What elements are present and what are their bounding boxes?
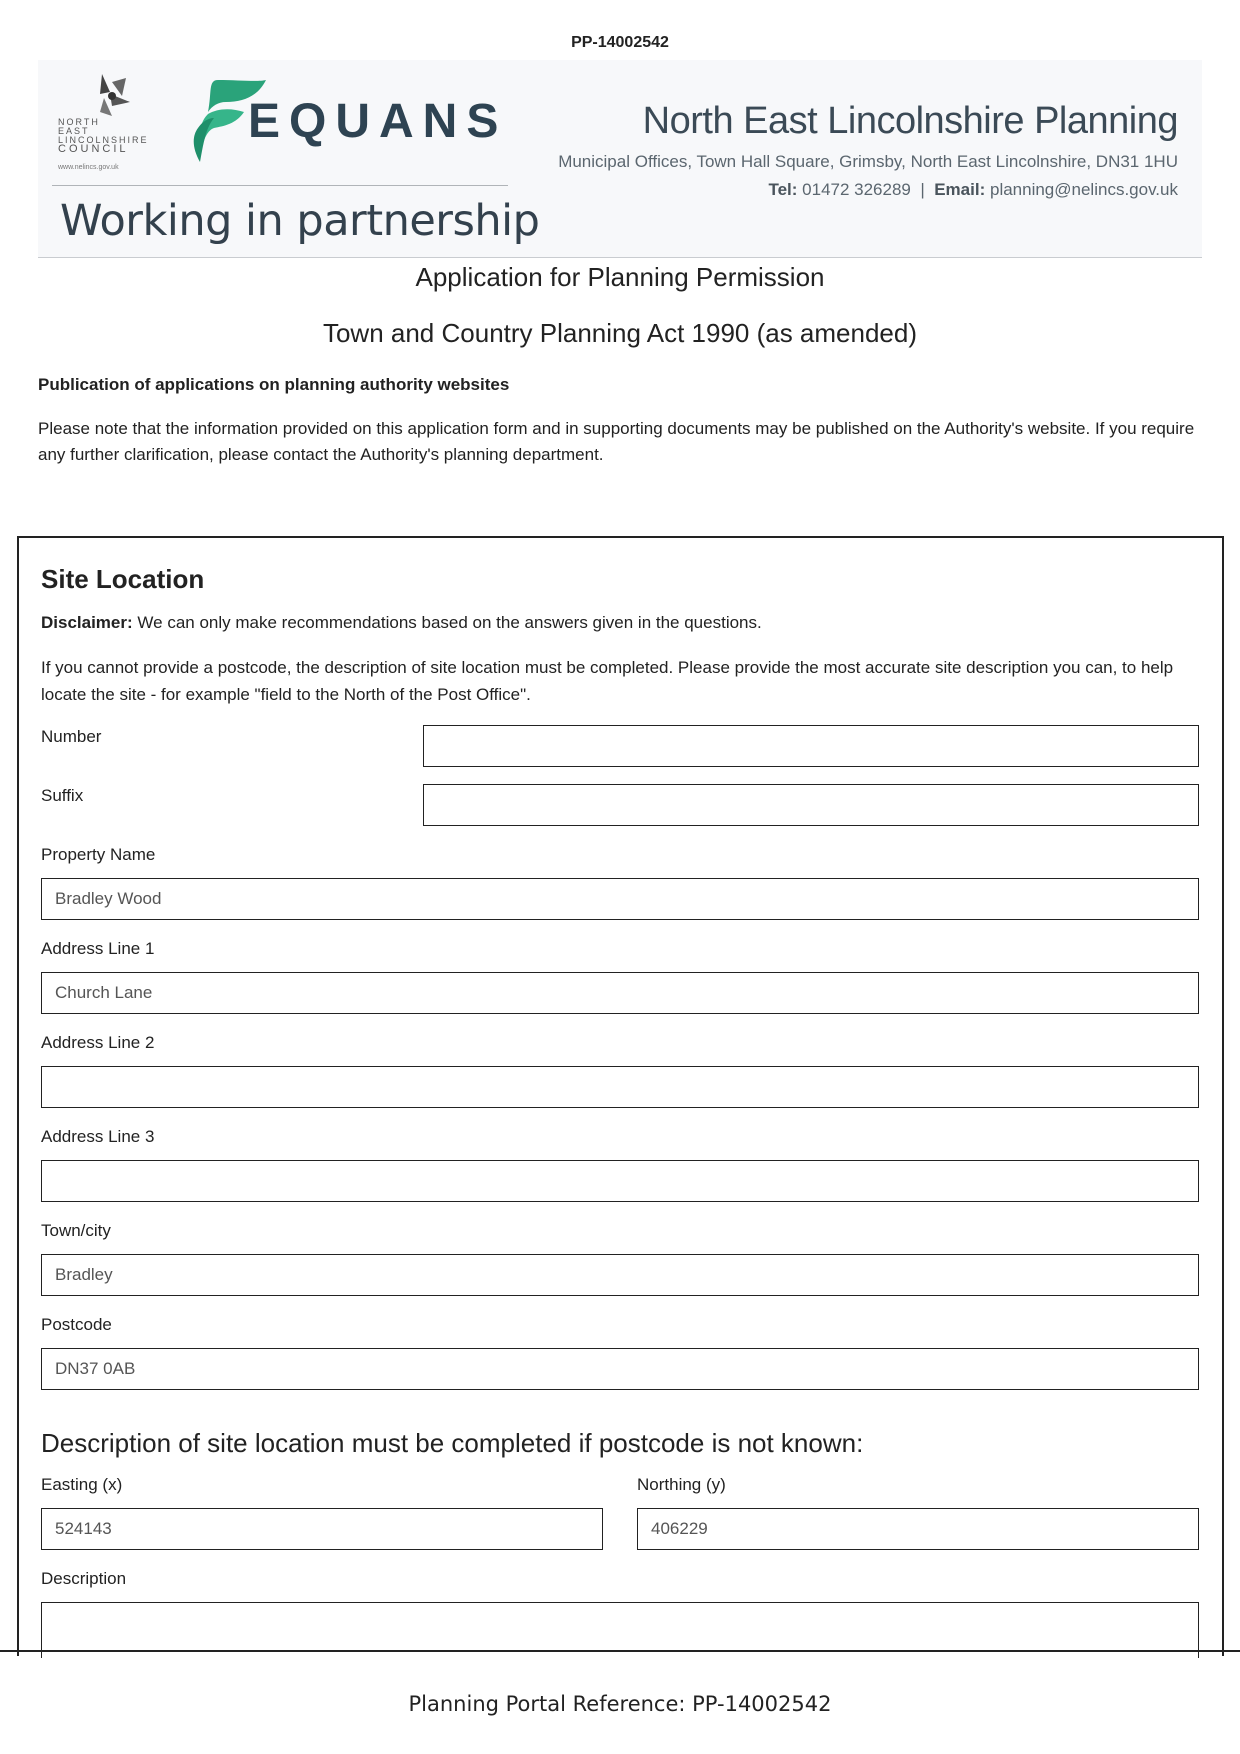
footer-divider bbox=[0, 1650, 1240, 1652]
postcode-field[interactable]: DN37 0AB bbox=[41, 1348, 1199, 1390]
council-crest-icon bbox=[82, 72, 152, 120]
number-label: Number bbox=[41, 727, 102, 746]
description-label: Description bbox=[41, 1569, 127, 1588]
council-logo-line: LINCOLNSHIRE bbox=[58, 135, 149, 145]
council-contact bbox=[768, 180, 1178, 200]
email-address: planning@nelincs.gov.uk bbox=[989, 180, 1178, 199]
page-subtitle: Town and Country Planning Act 1990 (as amended) bbox=[322, 318, 918, 348]
divider bbox=[52, 185, 508, 186]
number-field[interactable] bbox=[423, 725, 1199, 767]
tel-label: Tel: bbox=[768, 180, 798, 199]
suffix-label: Suffix bbox=[41, 786, 84, 805]
suffix-field[interactable] bbox=[423, 784, 1199, 826]
council-logo bbox=[58, 72, 150, 171]
council-logo-line: NORTH bbox=[58, 117, 100, 127]
address-line-1-field[interactable]: Church Lane bbox=[41, 972, 1199, 1014]
town-city-label: Town/city bbox=[41, 1221, 111, 1240]
postcode-label: Postcode bbox=[41, 1315, 112, 1334]
contact-separator: | bbox=[920, 180, 925, 199]
header-banner bbox=[38, 60, 1202, 258]
site-location-section bbox=[17, 536, 1224, 1656]
tel-number: 01472 326289 bbox=[802, 180, 911, 199]
address-line-1-label: Address Line 1 bbox=[41, 939, 155, 958]
disclaimer-text: We can only make recommendations based on the answers given in the questions. bbox=[137, 613, 762, 632]
address-line-3-label: Address Line 3 bbox=[41, 1127, 155, 1146]
partnership-tagline: Working in partnership bbox=[60, 196, 540, 246]
address-line-3-field[interactable] bbox=[41, 1160, 1199, 1202]
address-line-2-field[interactable] bbox=[41, 1066, 1199, 1108]
planning-title: North East Lincolnshire Planning bbox=[642, 100, 1178, 142]
northing-label: Northing (y) bbox=[637, 1475, 726, 1494]
section-title: Site Location bbox=[41, 564, 205, 594]
page-title: Application for Planning Permission bbox=[415, 262, 825, 292]
reference-number-top: PP-14002542 bbox=[571, 34, 669, 51]
publication-text: Please note that the information provided on this application form and in supporting documents may be published on the Authority's website. If you require any further clarification, please contact the Authority's planning department. bbox=[38, 419, 1195, 464]
council-logo-url: www.nelincs.gov.uk bbox=[58, 164, 119, 171]
town-city-field[interactable]: Bradley bbox=[41, 1254, 1199, 1296]
easting-label: Easting (x) bbox=[41, 1475, 123, 1494]
publication-heading: Publication of applications on planning authority websites bbox=[38, 375, 510, 394]
council-logo-line: COUNCIL bbox=[58, 143, 129, 155]
reference-number-bottom: Planning Portal Reference: PP-14002542 bbox=[408, 1692, 832, 1716]
address-line-2-label: Address Line 2 bbox=[41, 1033, 155, 1052]
site-location-hint: If you cannot provide a postcode, the description of site location must be completed. Please provide the most accurate site description you can, to help locate the site - for example "field to the North of the Post Office". bbox=[41, 658, 1174, 704]
description-heading: Description of site location must be completed if postcode is not known: bbox=[41, 1428, 864, 1458]
council-logo-line: EAST bbox=[58, 126, 90, 136]
email-label: Email: bbox=[934, 180, 986, 199]
property-name-label: Property Name bbox=[41, 845, 156, 864]
easting-field[interactable]: 524143 bbox=[41, 1508, 603, 1550]
disclaimer-label: Disclaimer: bbox=[41, 613, 133, 632]
property-name-field[interactable]: Bradley Wood bbox=[41, 878, 1199, 920]
northing-field[interactable]: 406229 bbox=[637, 1508, 1199, 1550]
council-logo-text bbox=[58, 118, 149, 154]
equans-wordmark: EQUANS bbox=[248, 95, 508, 148]
council-address: Municipal Offices, Town Hall Square, Grimsby, North East Lincolnshire, DN31 1HU bbox=[558, 152, 1178, 171]
disclaimer bbox=[41, 613, 762, 633]
